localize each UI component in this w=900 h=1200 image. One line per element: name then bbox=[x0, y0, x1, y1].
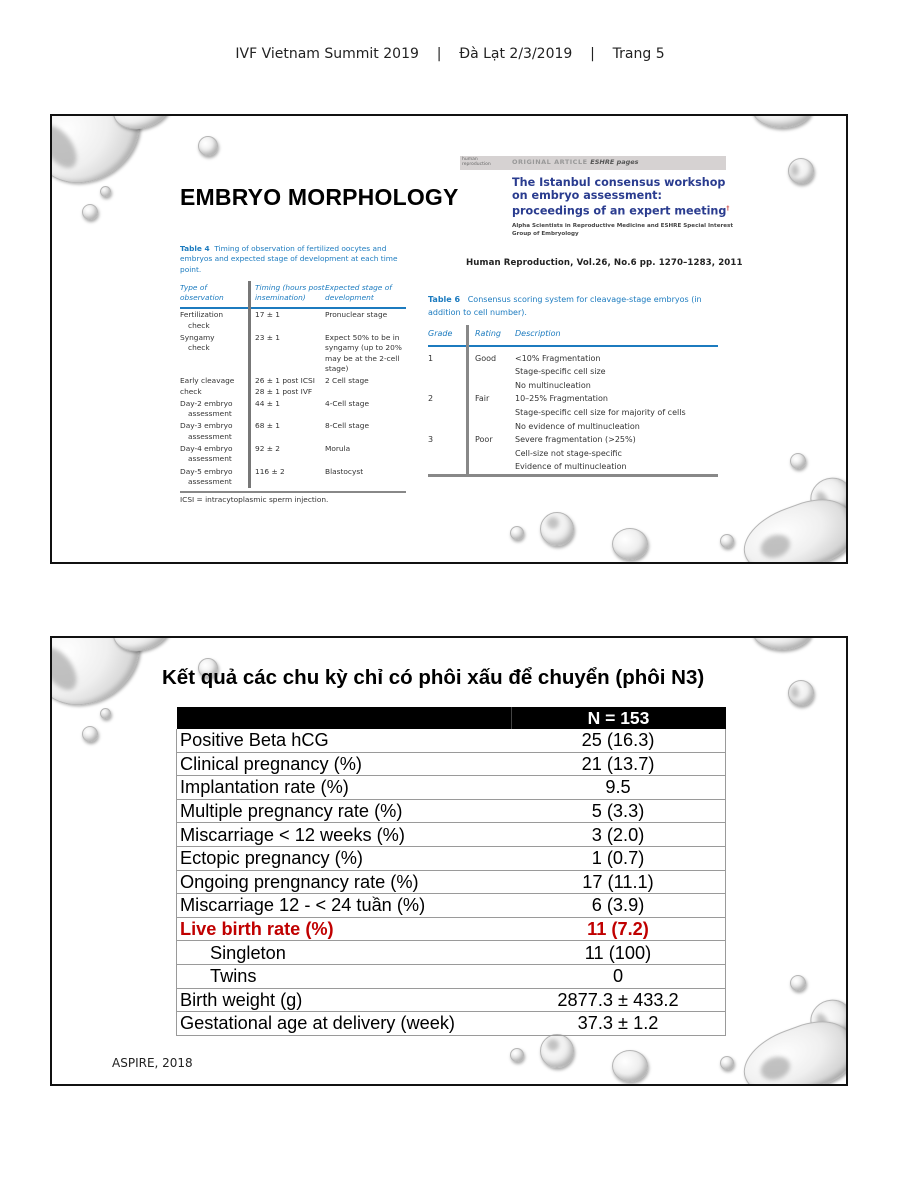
table-row: 3 Poor Severe fragmentation (>25%) Cell-size not stage-specific Evidence of multinucleation bbox=[428, 433, 718, 474]
page-header bbox=[0, 46, 900, 62]
water-drop-icon bbox=[752, 636, 812, 650]
water-drop-icon bbox=[540, 1034, 574, 1068]
column-header: Expected stage of development bbox=[325, 281, 406, 309]
table-row: Early cleavage check 26 ± 1 post ICSI 28 ± 1 post IVF 2 Cell stage bbox=[180, 375, 406, 398]
table-row: Day-4 embryo assessment 92 ± 2 Morula bbox=[180, 443, 406, 466]
banner-label: ORIGINAL ARTICLE bbox=[512, 158, 588, 166]
water-drop-icon bbox=[82, 204, 98, 220]
column-header-n: N = 153 bbox=[511, 707, 726, 729]
water-drop-icon bbox=[510, 1048, 524, 1062]
table-row: Ectopic pregnancy (%) 1 (0.7) bbox=[177, 846, 726, 870]
table-row-highlight-live-birth: Live birth rate (%) 11 (7.2) bbox=[177, 917, 726, 941]
table-row: Clinical pregnancy (%) 21 (13.7) bbox=[177, 752, 726, 776]
column-header: Type of observation bbox=[180, 281, 250, 309]
table6-scoring-system bbox=[428, 294, 718, 477]
table-row: Syngamy check 23 ± 1 Expect 50% to be in syngamy (up to 20% may be at the 2-cell stage) bbox=[180, 332, 406, 375]
water-drop-icon bbox=[612, 528, 648, 560]
table4 bbox=[180, 281, 406, 488]
water-drop-icon bbox=[540, 512, 574, 546]
source-citation: ASPIRE, 2018 bbox=[112, 1056, 193, 1070]
table-row: Gestational age at delivery (week) 37.3 ± 1.2 bbox=[177, 1012, 726, 1036]
location-date: Đà Lạt 2/3/2019 bbox=[459, 46, 573, 62]
table4-footnote: ICSI = intracytoplasmic sperm injection. bbox=[180, 491, 406, 505]
separator: | bbox=[590, 46, 595, 62]
water-drop-icon bbox=[752, 114, 812, 128]
table-row: Miscarriage 12 - < 24 tuần (%) 6 (3.9) bbox=[177, 894, 726, 918]
slide-title: Kết quả các chu kỳ chỉ có phôi xấu để chuyển (phôi N3) bbox=[162, 666, 705, 689]
journal-logo: human reproduction bbox=[462, 157, 491, 167]
table-row: Birth weight (g) 2877.3 ± 433.2 bbox=[177, 988, 726, 1012]
water-drop-icon bbox=[720, 1056, 734, 1070]
column-header: Grade bbox=[428, 325, 468, 346]
article-banner bbox=[460, 156, 726, 170]
separator: | bbox=[436, 46, 442, 62]
water-drop-icon bbox=[100, 186, 111, 197]
water-drop-icon bbox=[82, 726, 98, 742]
table-row: Positive Beta hCG 25 (16.3) bbox=[177, 729, 726, 752]
column-header: Rating bbox=[468, 325, 516, 346]
slide-results-poor-embryos bbox=[50, 636, 848, 1086]
results-table bbox=[176, 707, 726, 1036]
table-row: Implantation rate (%) 9.5 bbox=[177, 776, 726, 800]
water-drop-icon bbox=[734, 1011, 848, 1086]
article-authors: Alpha Scientists in Reproductive Medicine and ESHRE Special Interest Group of Embryology bbox=[512, 223, 734, 237]
water-drop-icon bbox=[198, 136, 218, 156]
column-header: Timing (hours post insemination) bbox=[250, 281, 326, 309]
page-number: Trang 5 bbox=[612, 46, 665, 62]
banner-section: ESHRE pages bbox=[590, 158, 639, 166]
table6-bottom-rule bbox=[428, 474, 718, 477]
table-row: Ongoing prengnancy rate (%) 17 (11.1) bbox=[177, 870, 726, 894]
table-row: 2 Fair 10–25% Fragmentation Stage-specific cell size for majority of cells No evidence of multinucleation bbox=[428, 392, 718, 433]
table-row: Day-2 embryo assessment 44 ± 1 4-Cell stage bbox=[180, 398, 406, 421]
table-row: Twins 0 bbox=[177, 964, 726, 988]
article-title: The Istanbul consensus workshop on embryo assessment: proceedings of an expert meeting† bbox=[512, 176, 730, 218]
slide-title: EMBRYO MORPHOLOGY bbox=[180, 184, 459, 210]
water-drop-icon bbox=[720, 534, 734, 548]
water-drop-icon bbox=[790, 975, 806, 991]
water-drop-icon bbox=[734, 489, 848, 564]
table6 bbox=[428, 325, 718, 474]
table4-timing-observation bbox=[180, 244, 406, 506]
slide-embryo-morphology bbox=[50, 114, 848, 564]
table-row: Day-3 embryo assessment 68 ± 1 8-Cell stage bbox=[180, 420, 406, 443]
event-name: IVF Vietnam Summit 2019 bbox=[235, 46, 419, 62]
table-row: Singleton 11 (100) bbox=[177, 941, 726, 965]
column-header: Description bbox=[515, 325, 718, 346]
water-drop-icon bbox=[612, 1050, 648, 1082]
table-row: Day-5 embryo assessment 116 ± 2 Blastocyst bbox=[180, 466, 406, 489]
table-row: Fertilization check 17 ± 1 Pronuclear stage bbox=[180, 308, 406, 332]
water-drop-icon bbox=[788, 158, 814, 184]
water-drop-icon bbox=[100, 708, 111, 719]
water-drop-icon bbox=[790, 453, 806, 469]
column-header bbox=[177, 707, 512, 729]
table6-caption: Table 6 Consensus scoring system for cleavage-stage embryos (in addition to cell number). bbox=[428, 295, 702, 317]
journal-citation: Human Reproduction, Vol.26, No.6 pp. 1270–1283, 2011 bbox=[466, 258, 743, 268]
table4-caption: Table 4 Timing of observation of fertilized oocytes and embryos and expected stage of development at each time point. bbox=[180, 244, 398, 274]
table-row: Miscarriage < 12 weeks (%) 3 (2.0) bbox=[177, 823, 726, 847]
water-drop-icon bbox=[788, 680, 814, 706]
table-row: Multiple pregnancy rate (%) 5 (3.3) bbox=[177, 799, 726, 823]
table-row: 1 Good <10% Fragmentation Stage-specific cell size No multinucleation bbox=[428, 346, 718, 393]
water-drop-icon bbox=[510, 526, 524, 540]
